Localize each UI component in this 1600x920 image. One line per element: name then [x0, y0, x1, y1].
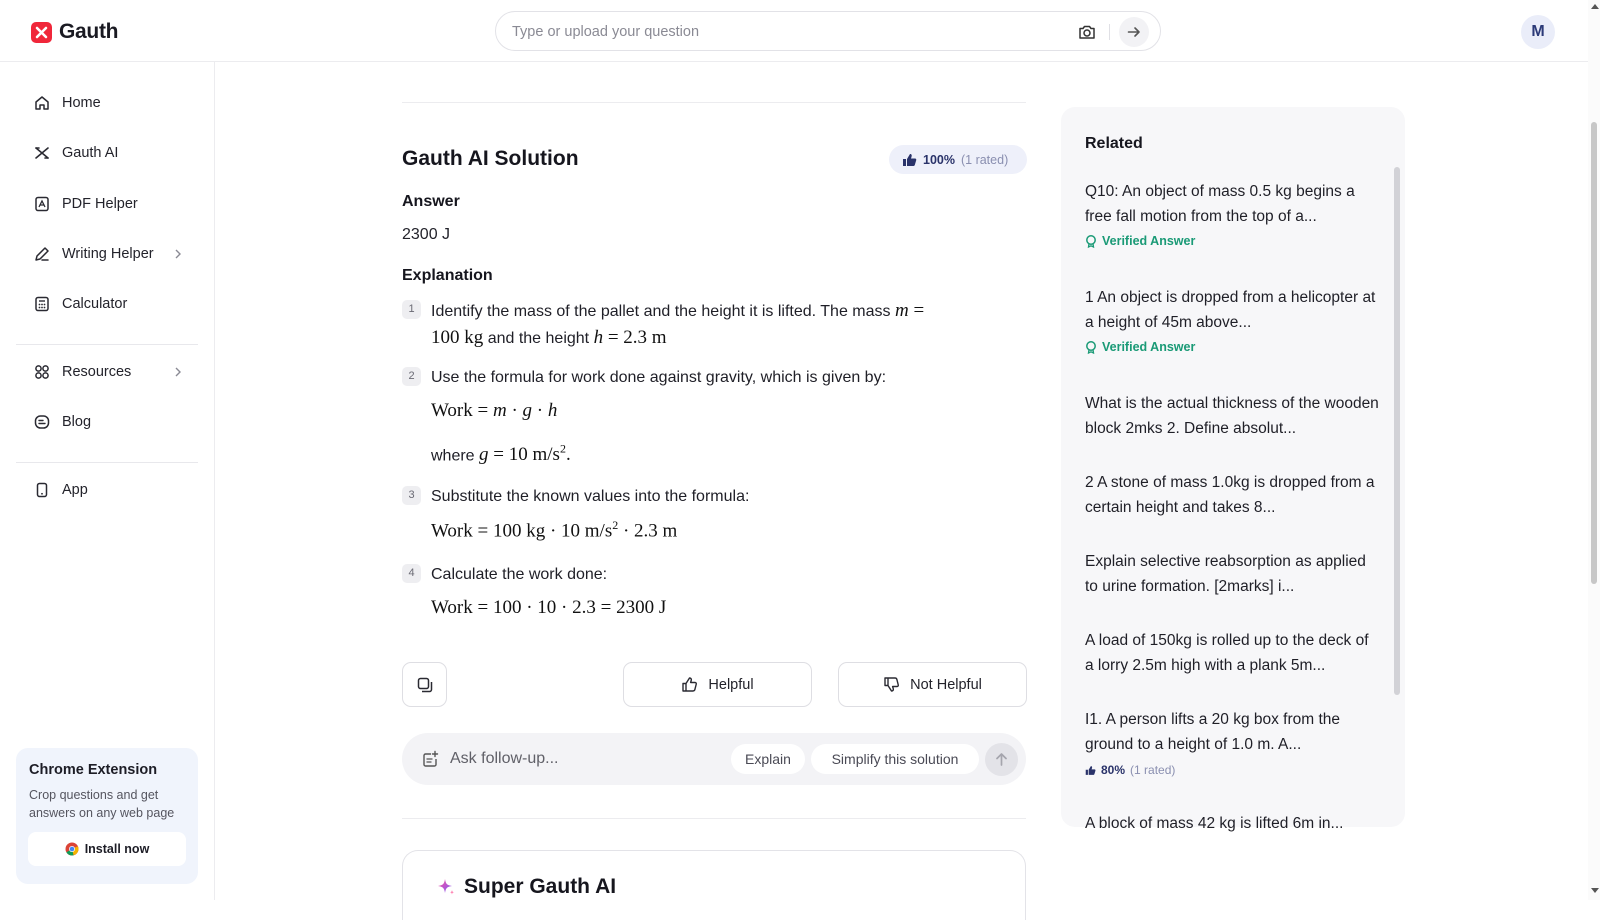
sidebar — [0, 62, 215, 900]
super-gauth-label: Super Gauth AI — [464, 875, 617, 898]
related-rating-count: (1 rated) — [1130, 763, 1176, 777]
helpful-label: Helpful — [708, 676, 754, 693]
math-mass-value: 100 kg — [431, 327, 484, 348]
math-gravity: g = 10 $m/s^2$. — [479, 442, 571, 466]
related-question: 1 An object is dropped from a helicopter at a height of 45m above... — [1085, 289, 1376, 331]
thumbs-down-icon — [883, 676, 900, 693]
related-list — [1085, 179, 1383, 832]
thumbs-up-icon — [681, 676, 698, 693]
verified-label: Verified Answer — [1102, 340, 1196, 354]
related-question: What is the actual thickness of the wooden block 2mks 2. Define absolut... — [1085, 395, 1379, 437]
verified-badge — [1085, 340, 1381, 354]
gauth-logo[interactable] — [31, 20, 118, 44]
camera-icon[interactable] — [1077, 22, 1097, 42]
chevron-right-icon — [174, 248, 182, 260]
step-text-part: and the height — [483, 330, 594, 347]
simplify-solution-chip[interactable]: Simplify this solution — [811, 744, 979, 774]
followup-send-button[interactable] — [985, 743, 1018, 776]
related-question: I1. A person lifts a 20 kg box from the ground to a height of 1.0 m. A... — [1085, 711, 1341, 753]
related-question: A load of 150kg is rolled up to the deck of a lorry 2.5m high with a plank 5m... — [1085, 632, 1369, 674]
chrome-extension-card — [16, 748, 198, 884]
sidebar-divider — [16, 344, 198, 345]
content-divider — [402, 102, 1026, 103]
sidebar-item-label: Resources — [62, 364, 132, 380]
math-height: h = 2.3 m — [593, 327, 667, 348]
helpful-button[interactable] — [623, 662, 812, 707]
thumbs-up-icon — [1085, 765, 1096, 776]
verified-label: Verified Answer — [1102, 234, 1196, 248]
math-substitution: Work = 100 kg · 10 $m/s^2 \cdot 2.3$ m — [431, 518, 678, 542]
answer-heading: Answer — [402, 193, 460, 210]
rating-percent: 100% — [923, 152, 955, 167]
sidebar-item-writing-helper[interactable] — [16, 235, 198, 273]
extension-title: Chrome Extension — [29, 762, 158, 778]
rating-count: (1 rated) — [960, 152, 1009, 167]
rating-badge — [889, 145, 1027, 174]
verified-icon — [1085, 235, 1097, 248]
chrome-icon — [65, 842, 79, 856]
gauth-ai-icon — [33, 144, 51, 162]
followup-input[interactable] — [450, 748, 650, 770]
related-rating-percent: 80% — [1101, 763, 1126, 777]
verified-badge — [1085, 234, 1381, 248]
search-divider — [1109, 24, 1110, 40]
related-item[interactable] — [1085, 549, 1381, 599]
sidebar-item-label: PDF Helper — [62, 196, 138, 212]
sidebar-item-label: Blog — [62, 414, 92, 430]
sidebar-divider — [16, 462, 198, 463]
install-now-label: Install now — [84, 842, 150, 856]
calculator-icon — [33, 295, 51, 313]
related-question: A block of mass 42 kg is lifted 6m in... — [1085, 815, 1344, 832]
related-item[interactable] — [1085, 811, 1381, 836]
solution-title: Gauth AI Solution — [402, 147, 579, 170]
related-item[interactable] — [1085, 470, 1381, 520]
sidebar-item-label: Home — [62, 95, 101, 111]
followup-bar — [402, 733, 1026, 785]
sidebar-item-resources[interactable] — [16, 353, 198, 391]
related-item[interactable] — [1085, 628, 1381, 678]
explanation-heading: Explanation — [402, 267, 493, 284]
sidebar-item-app[interactable] — [16, 471, 198, 509]
super-gauth-title — [436, 875, 616, 899]
scroll-down-arrow[interactable] — [1591, 888, 1599, 893]
math-result: Work = 100 · 10 · 2.3 = 2300 J — [431, 597, 667, 618]
step-text-part: Identify the mass of the pallet and the height it is lifted. The mass — [431, 303, 895, 320]
search-bar — [495, 11, 1161, 51]
step-text-part: where — [431, 447, 480, 465]
step-number: 3 — [402, 486, 421, 505]
sidebar-item-pdf-helper[interactable] — [16, 185, 198, 223]
logo-text: Gauth — [59, 20, 119, 43]
search-input[interactable] — [512, 21, 1032, 43]
scroll-up-arrow[interactable] — [1591, 4, 1599, 9]
copy-icon — [416, 676, 434, 694]
logo-mark-icon — [31, 22, 52, 43]
related-question: 2 A stone of mass 1.0kg is dropped from a certain height and takes 8... — [1085, 474, 1375, 516]
step-text: Substitute the known values into the formula: — [431, 488, 750, 505]
content-divider — [402, 818, 1026, 819]
top-header — [0, 0, 1588, 62]
step-text: Calculate the work done: — [431, 566, 608, 583]
step-number: 4 — [402, 564, 421, 583]
pen-icon — [33, 245, 51, 263]
sparkle-icon — [436, 877, 456, 897]
sidebar-item-label: Writing Helper — [62, 246, 154, 262]
extension-description: Crop questions and get answers on any web page — [29, 788, 175, 820]
arrow-right-icon — [1126, 24, 1142, 40]
related-item[interactable] — [1085, 391, 1381, 441]
step-where-line — [431, 442, 571, 466]
pdf-icon — [33, 195, 51, 213]
related-question: Q10: An object of mass 0.5 kg begins a free fall motion from the top of a... — [1085, 183, 1355, 225]
step-number: 2 — [402, 367, 421, 386]
math-formula-work: Work = m · g · h — [431, 400, 558, 421]
related-question: Explain selective reabsorption as applied to urine formation. [2marks] i... — [1085, 553, 1366, 595]
answer-value: 2300 J — [402, 226, 451, 243]
not-helpful-label: Not Helpful — [910, 676, 982, 693]
super-gauth-card — [402, 850, 1026, 920]
not-helpful-button[interactable] — [838, 662, 1027, 707]
explain-chip[interactable]: Explain — [731, 744, 805, 774]
blog-icon — [33, 413, 51, 431]
install-now-button[interactable] — [28, 832, 186, 866]
grid-icon — [33, 363, 51, 381]
related-rating — [1085, 763, 1381, 777]
related-item[interactable] — [1085, 707, 1381, 777]
add-note-icon — [422, 750, 440, 768]
sidebar-item-label: App — [62, 482, 88, 498]
arrow-up-icon — [993, 751, 1010, 768]
home-icon — [33, 94, 51, 112]
related-panel — [1061, 107, 1405, 832]
copy-button[interactable] — [402, 662, 447, 707]
phone-icon — [33, 481, 51, 499]
related-item[interactable] — [1085, 285, 1381, 354]
sidebar-item-label: Gauth AI — [62, 145, 119, 161]
verified-icon — [1085, 341, 1097, 354]
related-item[interactable] — [1085, 179, 1381, 248]
sidebar-item-blog[interactable] — [16, 403, 198, 441]
page-scrollbar-thumb[interactable] — [1591, 122, 1597, 584]
sidebar-item-label: Calculator — [62, 296, 128, 312]
sidebar-item-calculator[interactable] — [16, 285, 198, 323]
step-text: Use the formula for work done against gravity, which is given by: — [431, 369, 887, 386]
sidebar-item-gauth-ai[interactable] — [16, 134, 198, 172]
user-avatar[interactable]: M — [1521, 15, 1555, 49]
step-text — [431, 298, 1016, 352]
chevron-right-icon — [174, 366, 182, 378]
math-mass: m = — [894, 300, 925, 321]
sidebar-item-home[interactable] — [16, 84, 198, 122]
related-title: Related — [1085, 135, 1143, 152]
related-scrollbar-thumb[interactable] — [1394, 167, 1400, 695]
thumbs-up-icon — [902, 153, 917, 167]
search-submit-button[interactable] — [1119, 17, 1149, 47]
step-number: 1 — [402, 300, 421, 319]
